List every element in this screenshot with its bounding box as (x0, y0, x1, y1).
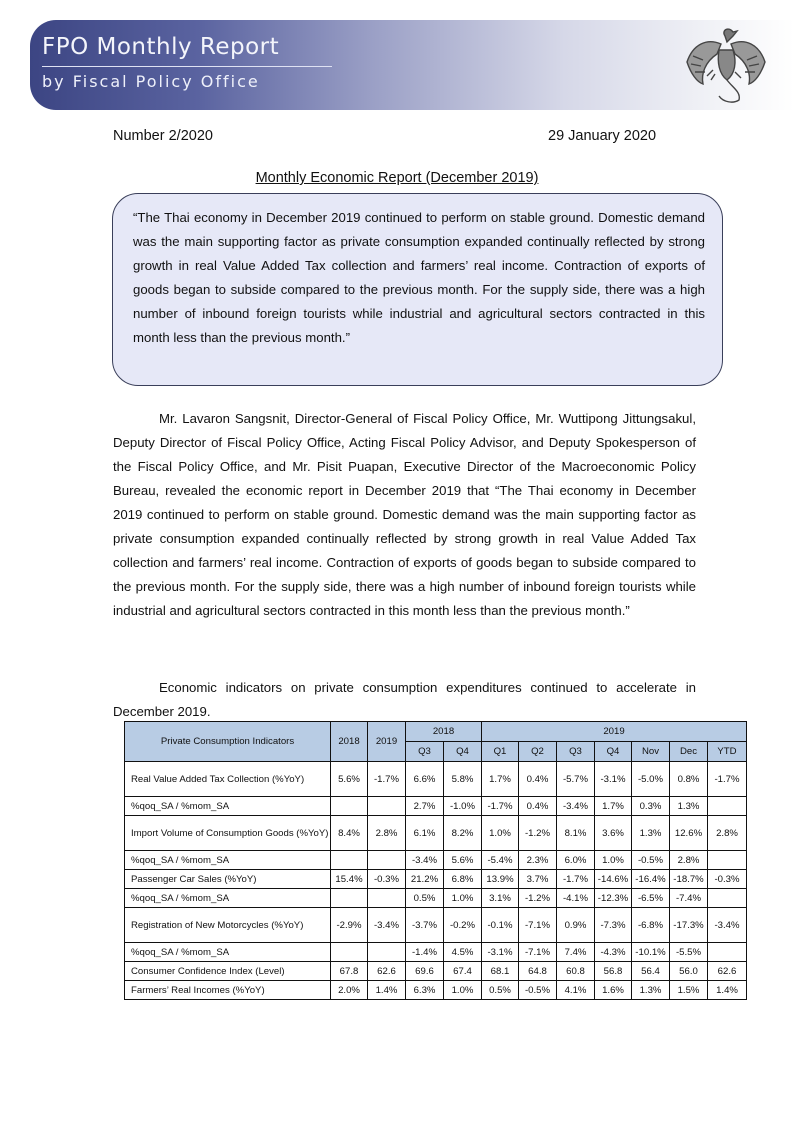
table-cell: 2.8% (670, 851, 708, 870)
header-2019-q3: Q3 (557, 742, 595, 762)
table-cell: 7.4% (557, 943, 595, 962)
table-cell: 2.8% (708, 816, 747, 851)
table-cell: 3.7% (519, 870, 557, 889)
row-label: %qoq_SA / %mom_SA (125, 797, 331, 816)
table-row (125, 870, 747, 889)
table-cell: 1.0% (595, 851, 632, 870)
row-label: %qoq_SA / %mom_SA (125, 943, 331, 962)
table-cell: -5.5% (670, 943, 708, 962)
table-cell: -6.5% (632, 889, 670, 908)
table-cell: -7.1% (519, 908, 557, 943)
row-label: Farmers’ Real Incomes (%YoY) (125, 981, 331, 1000)
table-cell: 2.0% (331, 981, 368, 1000)
table-row (125, 943, 747, 962)
table-cell: 2.7% (406, 797, 444, 816)
table-cell: 69.6 (406, 962, 444, 981)
header-indicator: Private Consumption Indicators (125, 722, 331, 762)
row-label: Consumer Confidence Index (Level) (125, 962, 331, 981)
table-cell: -1.7% (368, 762, 406, 797)
table-cell: -0.3% (368, 870, 406, 889)
table-cell: 1.4% (368, 981, 406, 1000)
table-cell: -0.3% (708, 870, 747, 889)
table-cell: -4.3% (595, 943, 632, 962)
table-cell: 3.1% (482, 889, 519, 908)
table-cell (368, 797, 406, 816)
table-cell: 1.5% (670, 981, 708, 1000)
table-cell: -10.1% (632, 943, 670, 962)
table-cell (708, 851, 747, 870)
table-cell: -14.6% (595, 870, 632, 889)
table-cell (708, 943, 747, 962)
table-cell: 67.4 (444, 962, 482, 981)
row-label: Import Volume of Consumption Goods (%YoY) (125, 816, 331, 851)
table-cell: 13.9% (482, 870, 519, 889)
table-row (125, 797, 747, 816)
table-cell: 62.6 (708, 962, 747, 981)
table-cell: 12.6% (670, 816, 708, 851)
table-cell: 60.8 (557, 962, 595, 981)
table-cell: -1.0% (444, 797, 482, 816)
table-cell: 6.3% (406, 981, 444, 1000)
table-cell: 8.1% (557, 816, 595, 851)
table-cell: -12.3% (595, 889, 632, 908)
table-cell: -3.1% (482, 943, 519, 962)
table-cell: 6.8% (444, 870, 482, 889)
private-consumption-table (124, 721, 747, 1000)
header-2019-nov: Nov (632, 742, 670, 762)
table-cell: 56.0 (670, 962, 708, 981)
table-cell: -18.7% (670, 870, 708, 889)
table-cell: 5.8% (444, 762, 482, 797)
table-cell (331, 851, 368, 870)
table-cell: -1.7% (557, 870, 595, 889)
garuda-emblem-icon (683, 22, 767, 106)
table-cell: -0.1% (482, 908, 519, 943)
report-date: 29 January 2020 (548, 128, 657, 144)
header-2019-q2: Q2 (519, 742, 557, 762)
body-paragraph-2 (113, 676, 696, 724)
table-cell (331, 943, 368, 962)
table-cell: -5.4% (482, 851, 519, 870)
table-cell: -3.4% (708, 908, 747, 943)
row-label: Real Value Added Tax Collection (%YoY) (125, 762, 331, 797)
table-row (125, 908, 747, 943)
table-cell: -5.7% (557, 762, 595, 797)
table-row (125, 762, 747, 797)
header-2018-q4: Q4 (444, 742, 482, 762)
table-cell: 3.6% (595, 816, 632, 851)
table-body (125, 762, 747, 1000)
header-group-2019: 2019 (482, 722, 747, 742)
table-cell (368, 943, 406, 962)
table-cell: 56.4 (632, 962, 670, 981)
table-cell: 15.4% (331, 870, 368, 889)
summary-quote-text: “The Thai economy in December 2019 continued to perform on stable ground. Domestic demand was the main supporting factor as private consumption expanded continually reflected by strong growth in real Value Added Tax collection and farmers’ real income. Contraction of exports of goods began to subside compared to the previous month. For the supply side, there was a high number of inbound foreign tourists while industrial and agricultural sectors contracted in this month less than the previous month.” (133, 210, 705, 345)
header-year-2018: 2018 (331, 722, 368, 762)
banner-subtitle: by Fiscal Policy Office (42, 72, 260, 91)
table-row (125, 981, 747, 1000)
table-cell: 0.5% (406, 889, 444, 908)
table-cell: 0.3% (632, 797, 670, 816)
body-paragraph-1 (113, 407, 696, 623)
table-cell: -7.4% (670, 889, 708, 908)
table-cell: -1.2% (519, 889, 557, 908)
table-cell: -16.4% (632, 870, 670, 889)
table-cell: 1.3% (632, 816, 670, 851)
table-cell: 6.0% (557, 851, 595, 870)
table-cell: 1.7% (595, 797, 632, 816)
row-label: %qoq_SA / %mom_SA (125, 889, 331, 908)
table-row (125, 962, 747, 981)
table-cell: 1.0% (444, 981, 482, 1000)
table-row (125, 889, 747, 908)
summary-quote-box (112, 193, 723, 386)
table-cell: 21.2% (406, 870, 444, 889)
table-cell: -1.7% (482, 797, 519, 816)
table-cell: -7.3% (595, 908, 632, 943)
table-cell (708, 889, 747, 908)
table-cell: 0.4% (519, 762, 557, 797)
banner-divider (42, 66, 332, 67)
table-cell: 5.6% (331, 762, 368, 797)
table-cell: -0.5% (632, 851, 670, 870)
table-cell: 1.0% (444, 889, 482, 908)
table-cell: 4.1% (557, 981, 595, 1000)
header-group-2018: 2018 (406, 722, 482, 742)
table-row (125, 816, 747, 851)
header-2018-q3: Q3 (406, 742, 444, 762)
table-cell: -3.7% (406, 908, 444, 943)
table-cell: 1.3% (632, 981, 670, 1000)
table-cell: 0.8% (670, 762, 708, 797)
table-cell: -0.5% (519, 981, 557, 1000)
table-cell: -3.1% (595, 762, 632, 797)
row-label: Registration of New Motorcycles (%YoY) (125, 908, 331, 943)
table-cell: -7.1% (519, 943, 557, 962)
table-cell (331, 797, 368, 816)
table-cell: 0.5% (482, 981, 519, 1000)
table-cell: -3.4% (557, 797, 595, 816)
table-cell: -4.1% (557, 889, 595, 908)
table-cell (368, 889, 406, 908)
table-cell: 5.6% (444, 851, 482, 870)
table-cell: 6.1% (406, 816, 444, 851)
table-cell: 6.6% (406, 762, 444, 797)
table-cell: 1.7% (482, 762, 519, 797)
table-cell: 0.9% (557, 908, 595, 943)
body-paragraph-1-text: Mr. Lavaron Sangsnit, Director-General of Fiscal Policy Office, Mr. Wuttipong Jittungsakul, Deputy Director of Fiscal Policy Office, Acting Fiscal Policy Advisor, and Deputy Spokesperson of the Fiscal Policy Office, and Mr. Pisit Puapan, Executive Director of the Macroeconomic Policy Bureau, revealed the economic report in December 2019 that “The Thai economy in December 2019 continued to perform on stable ground. Domestic demand was the main supporting factor as private consumption expanded continually reflected by strong growth in real Value Added Tax collection and farmers’ real income. Contraction of exports of goods began to subside compared to the previous month. For the supply side, there was a high number of inbound foreign tourists while industrial and agricultural sectors contracted in this month less than the previous month.” (113, 411, 696, 618)
table-cell: 1.4% (708, 981, 747, 1000)
table-cell: -17.3% (670, 908, 708, 943)
table-cell: -1.2% (519, 816, 557, 851)
table-cell: -1.7% (708, 762, 747, 797)
table-cell: -3.4% (406, 851, 444, 870)
table-cell: 8.4% (331, 816, 368, 851)
table-row (125, 851, 747, 870)
table-cell: -2.9% (331, 908, 368, 943)
header-year-2019: 2019 (368, 722, 406, 762)
table-cell: 56.8 (595, 962, 632, 981)
table-cell (331, 889, 368, 908)
header-2019-q1: Q1 (482, 742, 519, 762)
body-paragraph-2-text: Economic indicators on private consumption expenditures continued to accelerate in December 2019. (113, 680, 696, 719)
table-cell: 64.8 (519, 962, 557, 981)
table-cell (708, 797, 747, 816)
table-cell: 4.5% (444, 943, 482, 962)
table-cell: 0.4% (519, 797, 557, 816)
row-label: %qoq_SA / %mom_SA (125, 851, 331, 870)
report-title: Monthly Economic Report (December 2019) (255, 170, 539, 186)
table-cell: 67.8 (331, 962, 368, 981)
table-cell: 2.8% (368, 816, 406, 851)
table-cell: -0.2% (444, 908, 482, 943)
table-cell: -3.4% (368, 908, 406, 943)
table-cell: -5.0% (632, 762, 670, 797)
header-2019-ytd: YTD (708, 742, 747, 762)
table-cell: 2.3% (519, 851, 557, 870)
table-cell: 1.3% (670, 797, 708, 816)
header-2019-dec: Dec (670, 742, 708, 762)
header-2019-q4: Q4 (595, 742, 632, 762)
table-cell: 62.6 (368, 962, 406, 981)
report-number: Number 2/2020 (113, 128, 213, 144)
banner-title: FPO Monthly Report (42, 34, 280, 60)
table-cell (368, 851, 406, 870)
table-cell: -1.4% (406, 943, 444, 962)
row-label: Passenger Car Sales (%YoY) (125, 870, 331, 889)
table-cell: 8.2% (444, 816, 482, 851)
table-cell: 1.6% (595, 981, 632, 1000)
table-cell: 1.0% (482, 816, 519, 851)
table-cell: -6.8% (632, 908, 670, 943)
table-cell: 68.1 (482, 962, 519, 981)
report-banner (30, 20, 794, 110)
